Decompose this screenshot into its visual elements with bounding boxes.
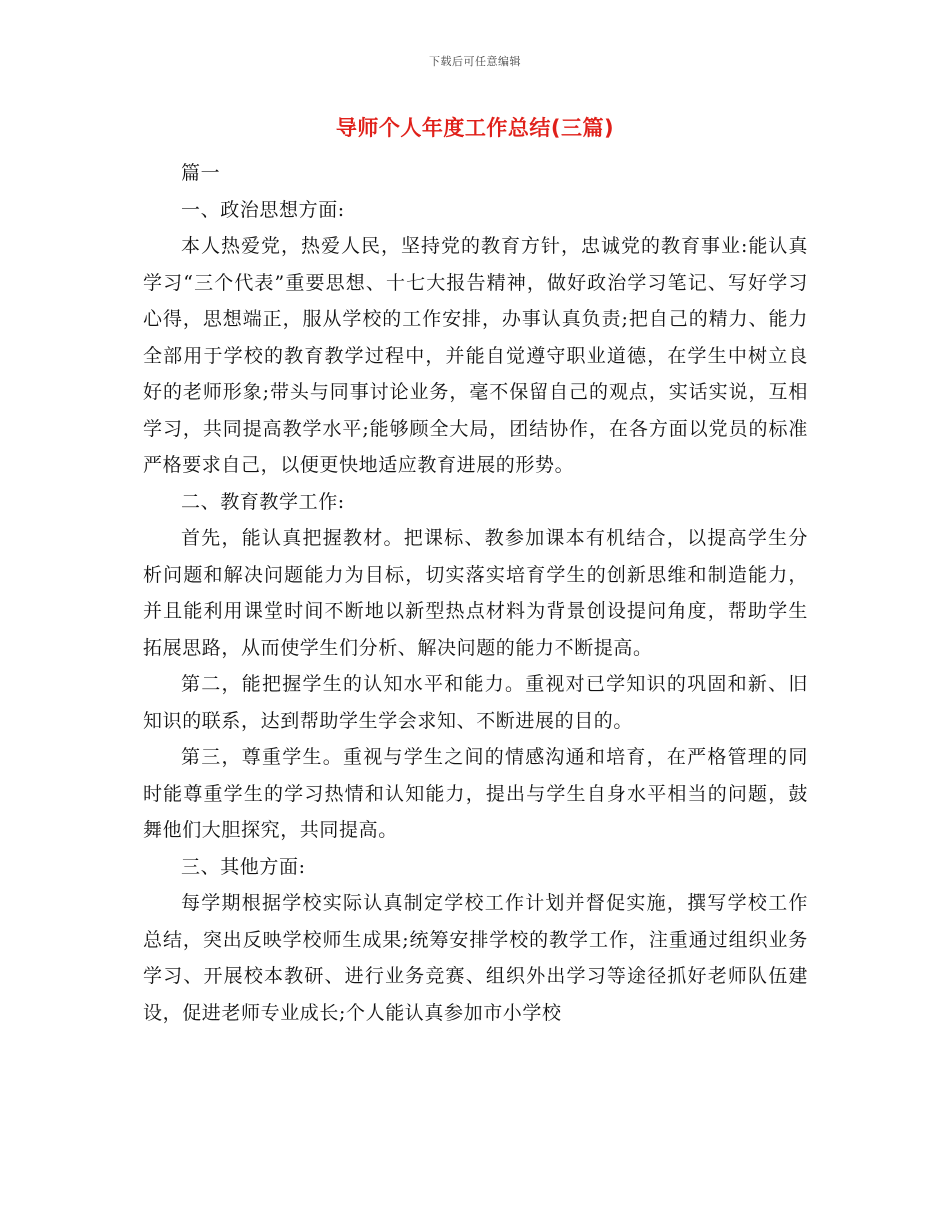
- heading-teaching-work: 二、教育教学工作:: [181, 490, 345, 513]
- section-label-part-one: 篇一: [181, 162, 221, 184]
- paragraph-teaching-third: 第三，尊重学生。重视与学生之间的情感沟通和培育，在严格管理的同时能尊重学生的学习热情和认知能力，提出与学生自身水平相当的问题，鼓舞他们大胆探究，共同提高。: [143, 746, 808, 841]
- paragraph-other-aspects: 每学期根据学校实际认真制定学校工作计划并督促实施，撰写学校工作总结，突出反映学校师生成果;统筹安排学校的教学工作，注重通过组织业务学习、开展校本教研、进行业务竞赛、组织外出学习等途径抓好老师队伍建设，促进老师专业成长;个人能认真参加市小学校: [143, 892, 808, 1024]
- paragraph-political-thought: 本人热爱党，热爱人民，坚持党的教育方针，忠诚党的教育事业:能认真学习“三个代表”重要思想、十七大报告精神，做好政治学习笔记、写好学习心得，思想端正，服从学校的工作安排，办事认真负责;把自己的精力、能力全部用于学校的教育教学过程中，并能自觉遵守职业道德，在学生中树立良好的老师形象;带头与同事讨论业务，毫不保留自己的观点，实话实说，互相学习，共同提高教学水平;能够顾全大局，团结协作，在各方面以党员的标准严格要求自己，以便更快地适应教育进展的形势。: [143, 235, 808, 476]
- document-title: 导师个人年度工作总结(三篇): [335, 116, 615, 140]
- paragraph-teaching-second: 第二，能把握学生的认知水平和能力。重视对已学知识的巩固和新、旧知识的联系，达到帮助学生学会求知、不断进展的目的。: [143, 673, 808, 732]
- paragraph-teaching-first: 首先，能认真把握教材。把课标、教参加课本有机结合，以提高学生分析问题和解决问题能力为目标，切实落实培育学生的创新思维和制造能力，并且能利用课堂时间不断地以新型热点材料为背景创设提问角度，帮助学生拓展思路，从而使学生们分析、解决问题的能力不断提高。: [143, 527, 808, 659]
- header-note: 下载后可任意编辑: [429, 55, 521, 68]
- heading-other-aspects: 三、其他方面:: [181, 855, 306, 878]
- document-body: [143, 155, 808, 1031]
- heading-political-thought: 一、政治思想方面:: [181, 198, 345, 221]
